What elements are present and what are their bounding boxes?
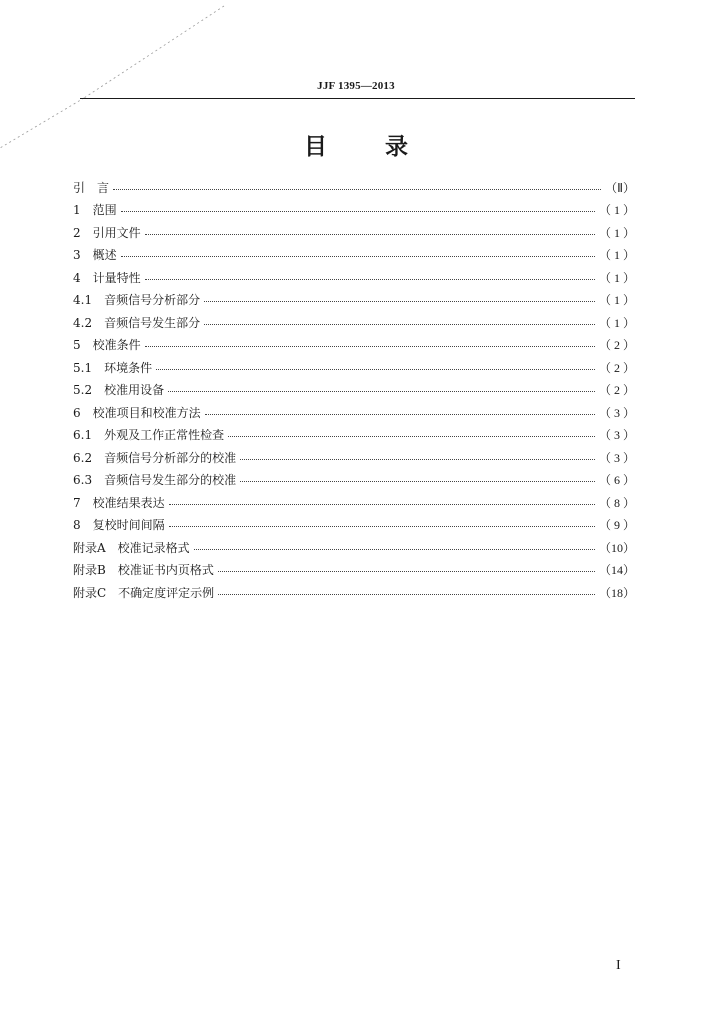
- toc-entry-page: （ 8 ）: [598, 495, 635, 510]
- toc-entry-label: 5 校准条件: [73, 338, 141, 353]
- toc-entry-label: 6.1 外观及工作正常性检查: [73, 428, 225, 443]
- toc-entry-label: 5.2 校准用设备: [73, 383, 165, 398]
- toc-dot-leader: [169, 504, 595, 505]
- toc-dot-leader: [218, 571, 595, 572]
- toc-entry-label: 6.2 音频信号分析部分的校准: [73, 450, 237, 465]
- toc-entry-label: 4.1 音频信号分析部分: [73, 293, 201, 308]
- header-rule: [80, 98, 635, 99]
- toc-entry[interactable]: [73, 199, 635, 222]
- toc-entry[interactable]: [73, 514, 635, 537]
- toc-entry[interactable]: [73, 356, 635, 379]
- toc-entry[interactable]: [73, 379, 635, 402]
- toc-entry-label: 3 概述: [73, 248, 117, 263]
- toc-entry[interactable]: [73, 446, 635, 469]
- toc-entry-page: （ 6 ）: [598, 473, 635, 488]
- toc-entry-page: （ 1 ）: [598, 270, 635, 285]
- toc-entry-label: 4 计量特性: [73, 270, 141, 285]
- toc-entry-label: 2 引用文件: [73, 225, 141, 240]
- toc-entry[interactable]: [73, 289, 635, 312]
- toc-dot-leader: [204, 301, 595, 302]
- toc-entry[interactable]: [73, 469, 635, 492]
- toc-dot-leader: [145, 279, 595, 280]
- toc-entry-page: （ 9 ）: [598, 518, 635, 533]
- toc-entry-label: 8 复校时间间隔: [73, 518, 165, 533]
- toc-entry-label: 7 校准结果表达: [73, 495, 165, 510]
- toc-dot-leader: [218, 594, 595, 595]
- toc-dot-leader: [240, 481, 595, 482]
- toc-entry-page: （ 3 ）: [598, 428, 635, 443]
- toc-entry-page: （ 1 ）: [598, 248, 635, 263]
- toc-entry-label: 6 校准项目和校准方法: [73, 405, 201, 420]
- toc-entry[interactable]: [73, 424, 635, 447]
- toc-entry-label: 6.3 音频信号发生部分的校准: [73, 473, 237, 488]
- toc-entry-page: （ 3 ）: [598, 450, 635, 465]
- toc-dot-leader: [145, 346, 595, 347]
- toc-entry[interactable]: [73, 559, 635, 582]
- toc-entry-page: （ 3 ）: [598, 405, 635, 420]
- standard-code-header: JJF 1395—2013: [317, 80, 395, 92]
- toc-entry[interactable]: [73, 176, 635, 199]
- toc-entry[interactable]: [73, 266, 635, 289]
- toc-entry-page: （18）: [598, 585, 635, 600]
- toc-entry-page: （10）: [598, 540, 635, 555]
- toc-entry[interactable]: [73, 221, 635, 244]
- toc-entry-label: 附录B 校准证书内页格式: [73, 563, 214, 578]
- toc-entry-page: （ 1 ）: [598, 293, 635, 308]
- toc-dot-leader: [205, 414, 595, 415]
- toc-entry[interactable]: [73, 581, 635, 604]
- toc-dot-leader: [240, 459, 595, 460]
- toc-entry-label: 4.2 音频信号发生部分: [73, 315, 201, 330]
- toc-entry-page: （14）: [598, 563, 635, 578]
- toc-entry[interactable]: [73, 334, 635, 357]
- toc-dot-leader: [121, 256, 595, 257]
- toc-entry[interactable]: [73, 401, 635, 424]
- toc-entry-page: （ 2 ）: [598, 360, 635, 375]
- toc-entry-label: 附录A 校准记录格式: [73, 540, 190, 555]
- toc-dot-leader: [228, 436, 595, 437]
- toc-entry-page: （ 1 ）: [598, 203, 635, 218]
- toc-entry[interactable]: [73, 536, 635, 559]
- toc-entry-page: （ 1 ）: [598, 315, 635, 330]
- toc-entry-label: 5.1 环境条件: [73, 360, 153, 375]
- toc-entry[interactable]: [73, 311, 635, 334]
- toc-dot-leader: [204, 324, 595, 325]
- toc-entry[interactable]: [73, 244, 635, 267]
- toc-entry-page: （Ⅱ）: [605, 180, 635, 195]
- toc-dot-leader: [121, 211, 595, 212]
- toc-entry-label: 1 范围: [73, 203, 117, 218]
- toc-entry-page: （ 2 ）: [598, 383, 635, 398]
- page-number: I: [616, 958, 621, 973]
- toc-dot-leader: [156, 369, 595, 370]
- table-of-contents: [73, 176, 635, 604]
- toc-dot-leader: [145, 234, 595, 235]
- toc-dot-leader: [194, 549, 595, 550]
- toc-entry-label: 引 言: [73, 180, 110, 195]
- toc-dot-leader: [169, 526, 595, 527]
- toc-entry-page: （ 1 ）: [598, 225, 635, 240]
- page-title: 目录: [304, 134, 466, 160]
- toc-entry-label: 附录C 不确定度评定示例: [73, 585, 215, 600]
- toc-entry[interactable]: [73, 491, 635, 514]
- toc-entry-page: （ 2 ）: [598, 338, 635, 353]
- toc-dot-leader: [113, 189, 601, 190]
- toc-dot-leader: [168, 391, 595, 392]
